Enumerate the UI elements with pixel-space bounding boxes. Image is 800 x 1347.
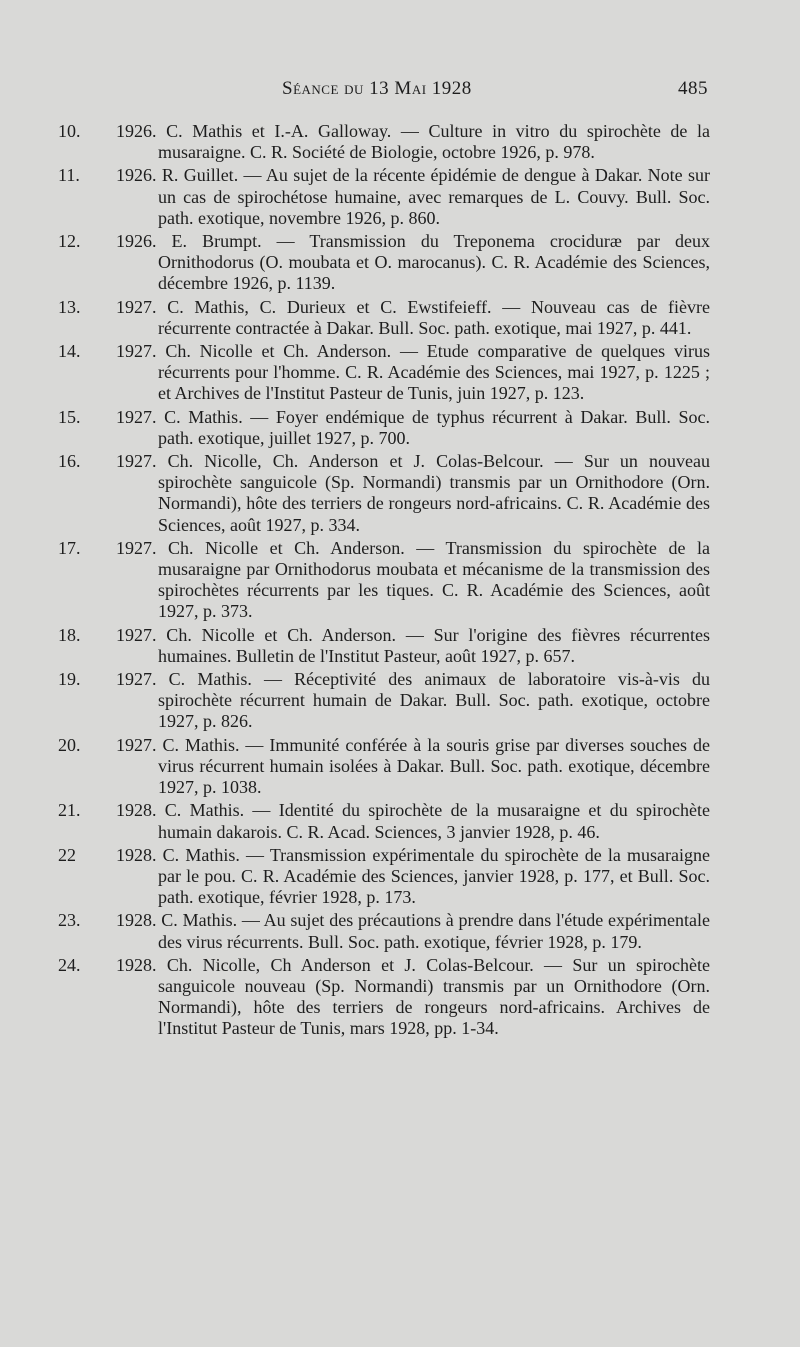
entry-number: 13. — [58, 296, 81, 317]
entry-number: 21. — [58, 800, 81, 821]
entry-text: 1928. C. Mathis. — Transmission expérimentale du spirochète de la musaraigne par le pou. C. R. Académie des Sciences, janvier 1928, p. 177, et Bull. Soc. path. exotique, février 1928, p. 173. — [116, 844, 710, 908]
running-header — [0, 78, 800, 104]
entry-number: 10. — [58, 121, 81, 141]
bibliography-entry — [58, 451, 710, 536]
bibliography-entry — [58, 121, 710, 163]
bibliography-entry — [58, 955, 710, 1040]
entry-number: 24. — [58, 954, 81, 975]
entry-number: 15. — [58, 406, 81, 427]
header-title: Séance du 13 Mai 1928 — [282, 78, 472, 99]
entry-number: 20. — [58, 734, 81, 755]
entry-text: 1927. C. Mathis, C. Durieux et C. Ewstifeieff. — Nouveau cas de fièvre récurrente contractée à Dakar. Bull. Soc. path. exotique, mai 1927, p. 441. — [116, 296, 710, 338]
bibliography-entry — [58, 165, 710, 229]
entry-text: 1927. Ch. Nicolle et Ch. Anderson. — Sur l'origine des fièvres récurrentes humaines. Bulletin de l'Institut Pasteur, août 1927, p. 657. — [116, 624, 710, 666]
entry-number: 22 — [58, 844, 76, 865]
entry-text: 1928. Ch. Nicolle, Ch Anderson et J. Colas-Belcour. — Sur un spirochète sanguicole nouveau (Sp. Normandi) transmis par un Ornithodore (Orn. Normandi), hôte des terriers de rongeurs nord-africains. Archives de l'Institut Pasteur de Tunis, mars 1928, pp. 1-34. — [116, 954, 710, 1039]
entry-number: 23. — [58, 910, 81, 931]
bibliography-entry — [58, 231, 710, 295]
bibliography-list — [58, 121, 710, 1042]
bibliography-entry — [58, 297, 710, 339]
entry-text: 1927. Ch. Nicolle, Ch. Anderson et J. Colas-Belcour. — Sur un nouveau spirochète sanguicole (Sp. Normandi) transmis par un Ornithodore (Orn. Normandi), hôte des terriers de rongeurs nord-africains. C. R. Académie des Sciences, août 1927, p. 334. — [116, 451, 710, 535]
entry-text: 1926. E. Brumpt. — Transmission du Treponema crociduræ par deux Ornithodorus (O. moubata et O. marocanus). C. R. Académie des Sciences, décembre 1926, p. 1139. — [116, 231, 710, 294]
bibliography-entry — [58, 845, 710, 909]
entry-text: 1927. C. Mathis. — Immunité conférée à la souris grise par diverses souches de virus récurrent humain isolées à Dakar. Bull. Soc. path. exotique, décembre 1927, p. 1038. — [116, 734, 710, 798]
entry-text: 1926. C. Mathis et I.-A. Galloway. — Culture in vitro du spirochète de la musaraigne. C. R. Société de Biologie, octobre 1926, p. 978. — [116, 121, 710, 163]
bibliography-entry — [58, 800, 710, 842]
entry-number: 16. — [58, 451, 81, 472]
entry-number: 18. — [58, 624, 81, 645]
bibliography-entry — [58, 910, 710, 952]
entry-text: 1928. C. Mathis. — Identité du spirochète de la musaraigne et du spirochète humain dakarois. C. R. Acad. Sciences, 3 janvier 1928, p. 46. — [116, 800, 710, 842]
entry-text: 1928. C. Mathis. — Au sujet des précautions à prendre dans l'étude expérimentale des virus récurrents. Bull. Soc. path. exotique, février 1928, p. 179. — [116, 910, 710, 952]
entry-number: 19. — [58, 669, 81, 690]
page-number: 485 — [678, 78, 708, 99]
bibliography-entry — [58, 735, 710, 799]
entry-text: 1926. R. Guillet. — Au sujet de la récente épidémie de dengue à Dakar. Note sur un cas de spirochétose humaine, avec remarques de L. Couvy. Bull. Soc. path. exotique, novembre 1926, p. 860. — [116, 165, 710, 228]
entry-text: 1927. Ch. Nicolle et Ch. Anderson. — Transmission du spirochète de la musaraigne par Ornithodorus moubata et mécanisme de la transmission des spirochètes récurrents par les tiques. C. R. Académie des Sciences, août 1927, p. 373. — [116, 537, 710, 622]
entry-number: 17. — [58, 537, 81, 558]
bibliography-entry — [58, 625, 710, 667]
bibliography-entry — [58, 407, 710, 449]
entry-text: 1927. Ch. Nicolle et Ch. Anderson. — Etude comparative de quelques virus récurrents pour l'homme. C. R. Académie des Sciences, mai 1927, p. 1225 ; et Archives de l'Institut Pasteur de Tunis, juin 1927, p. 123. — [116, 341, 710, 404]
entry-number: 12. — [58, 231, 81, 252]
bibliography-entry — [58, 538, 710, 623]
entry-text: 1927. C. Mathis. — Foyer endémique de typhus récurrent à Dakar. Bull. Soc. path. exotique, juillet 1927, p. 700. — [116, 406, 710, 448]
bibliography-entry — [58, 669, 710, 733]
entry-number: 14. — [58, 341, 81, 362]
entry-text: 1927. C. Mathis. — Réceptivité des animaux de laboratoire vis-à-vis du spirochète récurrent humain de Dakar. Bull. Soc. path. exotique, octobre 1927, p. 826. — [116, 669, 710, 732]
entry-number: 11. — [58, 165, 80, 186]
bibliography-entry — [58, 341, 710, 405]
